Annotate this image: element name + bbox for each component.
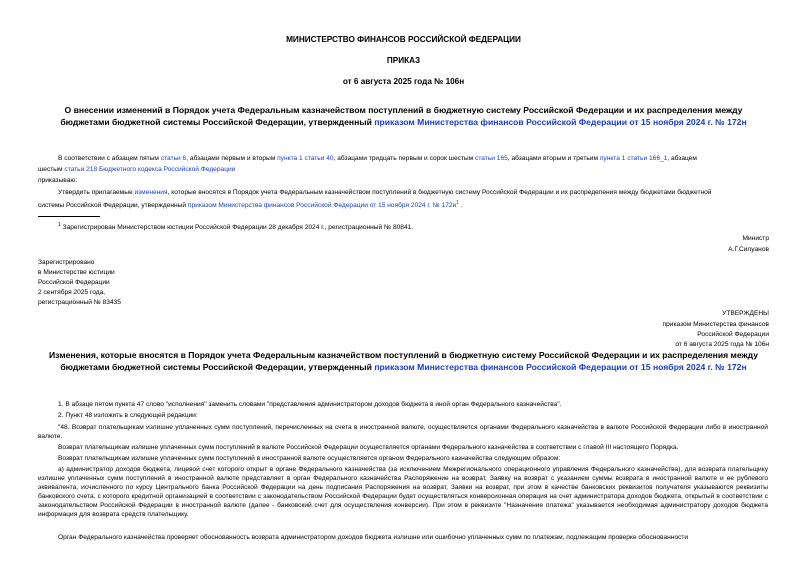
preamble-text: .	[459, 202, 463, 210]
registration-line-1: Зарегистрировано	[38, 259, 95, 266]
item-2: 2. Пункт 48 изложить в следующей редакции:	[58, 412, 198, 419]
registration-line-2: в Министерстве юстиции	[38, 269, 115, 276]
preamble-text: Утвердить прилагаемые	[58, 189, 135, 196]
quote-paragraph-5: Орган Федерального казначейства проверяет обоснованность возврата администратором доходов бюджета излишне или ошибочно уплаченных сумм по платежам, подлежащим проверке обоснованности	[58, 534, 689, 541]
order-title-line2-text: бюджетами бюджетной системы Российской Федерации, утвержденный	[60, 117, 375, 127]
link-article-218[interactable]: статьи 218 Бюджетного кодекса Российской Федерации	[64, 166, 236, 173]
quote-paragraph-4: а) администратор доходов бюджета, лицевой счет которого открыт в органе Федерального казначейства (за исключением Межрегионального операционного управления Федерального казначейства), для возврата плательщику излишне уплаченных сумм поступлений в иностранной валюте представляет в орган Федерального казначейства Распоряжение на возврат, Заявку на возврат с указанием суммы возврата в иностранной валюте и ее рублевого эквивалента, исчисленного по курсу Центрального банка Российской Федерации на день подписания Распоряжения на возврат, Заявки на возврат, при этом в качестве банковских реквизитов получателя указываются реквизиты банковского счета, с которого кредитной организацией в соответствии с законодательством Российской Федерации будет осуществляться конверсионная операция на счет администратора доходов бюджета, открытый в соответствии с законодательством Российской Федерации в иностранной валюте (далее - банковский счет для осуществления конверсии). При этом в реквизите "Назначение платежа" указывается необходимая администратору доходов бюджета информация для возврата средств плательщику.	[38, 466, 768, 518]
signature-position: Министр	[742, 235, 769, 242]
link-article-166-1[interactable]: пункта 1 статьи 166_1	[599, 155, 668, 162]
preamble-paragraph-1	[58, 155, 697, 162]
order-title-line1: О внесении изменений в Порядок учета Федеральным казначейством поступлений в бюджетную систему Российской Федерации и их распределения между	[64, 105, 743, 115]
preamble-text: , которые вносятся в Порядок учета Федеральным казначейством поступлений в бюджетную систему Российской Федерации и их распределения между бюджетами бюджетной	[167, 189, 712, 196]
order-title-link[interactable]: приказом Министерства финансов Российской Федерации от 15 ноября 2024 г. № 172н	[374, 117, 747, 127]
link-order-172n[interactable]: приказом Министерства финансов Российской Федерации от 15 ноября 2024 г. № 172н	[187, 202, 457, 210]
annex-title-line1: Изменения, которые вносятся в Порядок учета Федеральным казначейством поступлений в бюджетную систему Российской Федерации и их распределения между	[49, 350, 758, 360]
footnote-ref[interactable]: 1	[456, 200, 460, 206]
quote-paragraph-1: "48. Возврат плательщикам излишне уплаченных сумм поступлений, перечисленных на счета в иностранной валюте, осуществляется органами Федерального казначейства в валюте Российской Федерации либо в иностранной валюте.	[38, 424, 768, 440]
footnote	[58, 222, 413, 231]
approval-line-1: УТВЕРЖДЕНЫ	[722, 310, 769, 317]
preamble-text: В соответствии с абзацем пятым	[58, 155, 161, 162]
link-article-40[interactable]: пункта 1 статьи 40	[277, 155, 334, 162]
annex-title-line2-text: бюджетами бюджетной системы Российской Федерации, утвержденный	[60, 362, 375, 372]
footnote-text: Зарегистрирован Министерством юстиции Российской Федерации 28 декабря 2024 г., регистрационный № 80841.	[60, 224, 414, 232]
ministry-heading: МИНИСТЕРСТВО ФИНАНСОВ РОССИЙСКОЙ ФЕДЕРАЦИИ	[286, 35, 521, 44]
item-1: 1. В абзаце пятом пункта 47 слово "исполнения" заменить словами "представления администратором доходов бюджета в иной орган Федерального казначейства".	[58, 401, 562, 408]
quote-paragraph-2: Возврат плательщикам излишне уплаченных сумм поступлений в валюте Российской Федерации осуществляется органами Федерального казначейства в соответствии с главой III настоящего Порядка.	[58, 444, 679, 451]
preamble-text: шестым	[38, 166, 65, 173]
link-article-165[interactable]: статьи 165	[475, 155, 508, 162]
order-word: приказываю:	[38, 177, 78, 184]
preamble-text: , абзацами первым и вторым	[186, 155, 278, 162]
link-article-6[interactable]: статьи 6	[160, 155, 187, 162]
preamble-text: системы Российской Федерации, утвержденный	[38, 202, 188, 210]
preamble-text: , абзацами тридцать первым и сорок шестым	[333, 155, 476, 162]
doc-date-number: от 6 августа 2025 года № 106н	[342, 77, 465, 86]
approval-line-4: от 6 августа 2025 года № 106н	[675, 341, 769, 348]
preamble-paragraph-2-cont	[38, 200, 463, 209]
approval-line-2: приказом Министерства финансов	[662, 321, 769, 328]
preamble-text: , абзацем	[667, 155, 697, 162]
registration-line-3: Российской Федерации	[38, 279, 110, 286]
link-changes[interactable]: изменения	[134, 189, 168, 196]
preamble-paragraph-1-cont	[38, 166, 235, 173]
order-title-line2	[0, 117, 807, 127]
signature-name: А.Г.Силуанов	[728, 246, 769, 253]
annex-title-line2	[0, 362, 807, 372]
approval-line-3: Российской Федерации	[697, 331, 769, 338]
registration-line-5: регистрационный № 83435	[38, 299, 121, 306]
footnote-mark: 1	[58, 222, 61, 228]
quote-paragraph-3: Возврат плательщикам излишне уплаченных сумм поступлений в иностранной валюте осуществляется органом Федерального казначейства следующим образом:	[58, 455, 561, 462]
footnote-separator	[38, 216, 100, 217]
doc-type-heading: ПРИКАЗ	[386, 56, 421, 65]
annex-title-link[interactable]: приказом Министерства финансов Российской Федерации от 15 ноября 2024 г. № 172н	[374, 362, 747, 372]
registration-line-4: 2 сентября 2025 года,	[38, 289, 106, 296]
preamble-paragraph-2	[58, 189, 711, 196]
preamble-text: , абзацами вторым и третьим	[507, 155, 600, 162]
